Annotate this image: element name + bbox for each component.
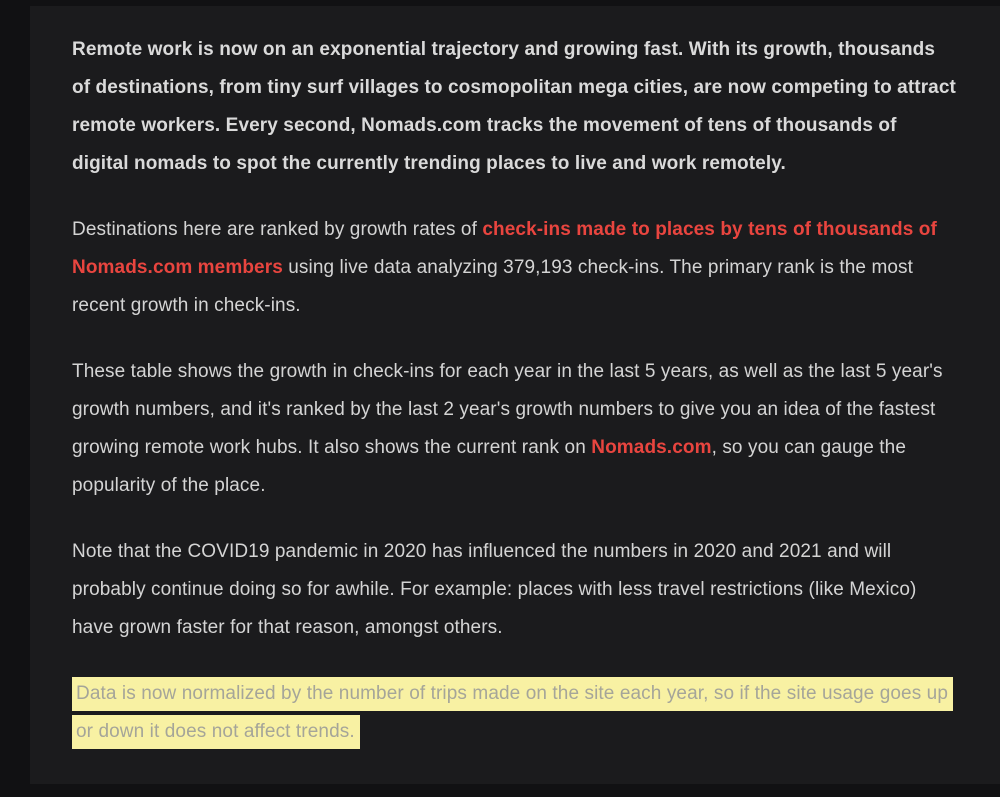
- normalization-note-paragraph: [72, 675, 958, 751]
- table-explanation-paragraph: [72, 353, 958, 505]
- ranking-text-before: Destinations here are ranked by growth rates of: [72, 219, 483, 240]
- intro-paragraph: Remote work is now on an exponential trajectory and growing fast. With its growth, thousands of destinations, from tiny surf villages to cosmopolitan mega cities, are now competing to attract remote workers. Every second, Nomads.com tracks the movement of tens of thousands of digital nomads to spot the currently trending places to live and work remotely.: [72, 39, 956, 174]
- nomads-com-link[interactable]: Nomads.com: [591, 437, 712, 458]
- ranking-text-after: using live data analyzing 379,193 check-ins. The primary rank is the most recent growth in check-ins.: [72, 257, 914, 316]
- table-text-before: These table shows the growth in check-ins for each year in the last 5 years, as well as the last 5 year's growth numbers, and it's ranked by the last 2 year's growth numbers to give you an idea of the fastest growing remote work hubs. It also shows the current rank on: [72, 361, 943, 458]
- table-text-after: , so you can gauge the popularity of the place.: [72, 437, 907, 496]
- highlighted-note: Data is now normalized by the number of trips made on the site each year, so if the site usage goes up or down it does not affect trends.: [72, 677, 953, 749]
- content-panel: [30, 6, 1000, 784]
- ranking-paragraph: [72, 211, 958, 325]
- checkins-members-link[interactable]: check-ins made to places by tens of thousands of Nomads.com members: [72, 219, 937, 278]
- covid-note-paragraph: Note that the COVID19 pandemic in 2020 has influenced the numbers in 2020 and 2021 and will probably continue doing so for awhile. For example: places with less travel restrictions (like Mexico) have grown faster for that reason, amongst others.: [72, 541, 917, 638]
